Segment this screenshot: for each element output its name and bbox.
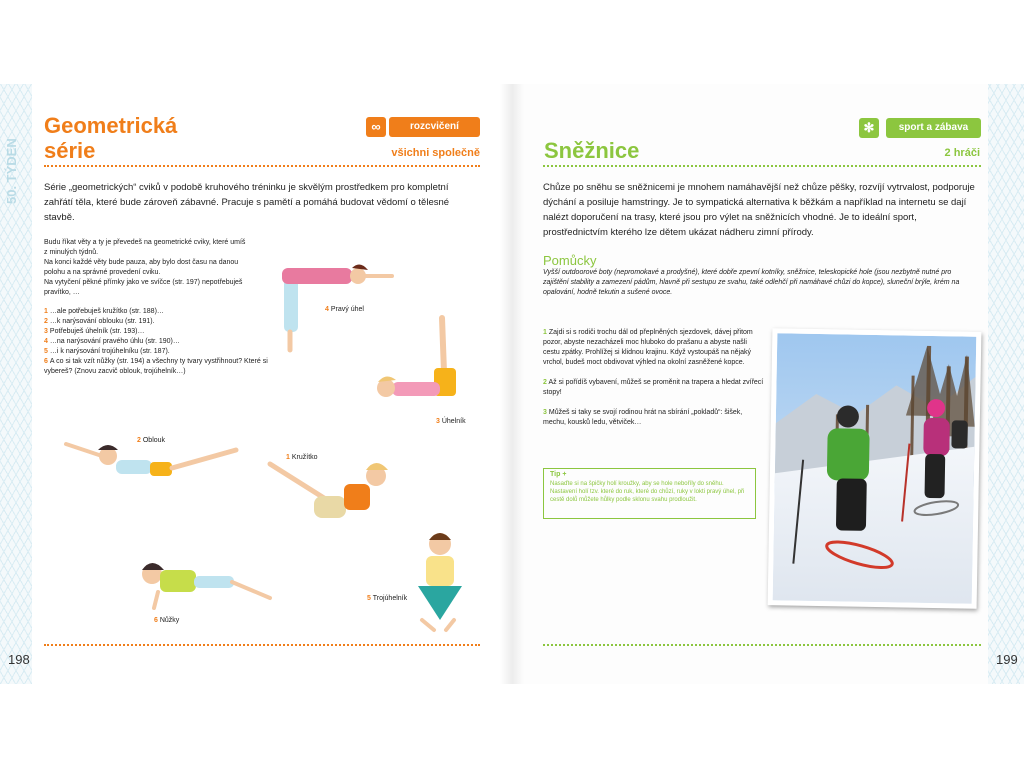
step-item [44,337,289,347]
figure-compass-illustration [264,458,404,528]
fig-number: 3 [436,418,440,425]
step-item [44,307,289,317]
step-item [44,357,289,377]
step-text: …i k narýsování trojúhelníku (str. 187). [49,348,170,355]
step-text: …na narýsování pravého úhlu (str. 190)… [49,338,180,345]
fig-text: Úhelník [441,418,466,425]
step-number: 3 [543,409,547,416]
left-title-line1: Geometrická [44,113,178,138]
snowshoe-photo-image [773,333,977,603]
page-number-left: 198 [8,652,30,667]
step-text: Zajdi si s rodiči trochu dál od přeplněných sjezdovek, dávej přitom pozor, abyste nezacházeli moc hluboko do prašanu a abyste našli cestu zpátky. Prohlížej si klidnou krajinu. Když vystoupáš na nějaký vrchol, budeš moct obdivovat výhled na okolní zasněžené kopce. [543,329,753,366]
steps-right [543,328,765,438]
equipment-heading: Pomůcky [543,253,597,268]
instr-line: polohu a na správné provedení cviku. [44,269,161,276]
step-text: Můžeš si taky se svojí rodinou hrát na sbírání „pokladů“: šišek, mechu, kousků ledu, větviček… [543,409,743,426]
left-title-line2: série [44,138,96,163]
intro-left: Série „geometrických“ cviků v podobě kruhového tréninku je skvělým prostředkem pro kompletní zahřátí těla, které bude zároveň zábavné. Pracuje s pamětí a pomáhá budovat vědomí o tělesné stavbě. [44,182,450,223]
tip-box [543,468,756,519]
instr-line: Na konci každé věty bude pauza, aby bylo dost času na danou [44,259,239,266]
fig-number: 5 [367,595,371,602]
instr-line: Na vytyčení pěkné přímky jako ve svíčce (str. 197) nepotřebuješ [44,279,243,286]
divider-left-top [44,165,480,167]
step-text: …k narýsování oblouku (str. 191). [49,318,155,325]
figure-label-6 [154,617,179,624]
divider-right-bottom [543,644,981,646]
figure-label-2 [137,437,165,444]
instr-line: z minulých týdnů. [44,249,99,256]
step-number: 5 [44,348,48,355]
step-text: Až si pořídíš vybavení, můžeš se proměnit na trapera a hledat zvířecí stopy! [543,379,764,396]
step-text: …ale potřebuješ kružítko (str. 188)… [49,308,164,315]
participants-left: všichni společně [391,147,480,159]
figure-triangle-illustration [410,530,470,635]
instr-line: Budu říkat věty a ty je převedeš na geometrické cviky, které umíš [44,239,246,246]
steps-left [44,307,289,377]
right-page-title: Sněžnice [544,138,640,163]
figure-label-4 [325,306,364,313]
fig-number: 2 [137,437,141,444]
category-badge-left: rozcvičení [389,117,480,137]
tip-heading: Tip + [550,471,567,478]
tip-text: Nasaďte si na špičky holí kroužky, aby se hole neboříly do sněhu. Nastavení holí tzv. které do ruk, které do chůzí, ruky v lokti pravý úhel, při cestě dolů můžete hůlky podle sklonu svahu prodloužit. [550,481,745,503]
figure-label-3 [436,418,466,425]
step-number: 2 [44,318,48,325]
snowshoe-photo [768,328,982,609]
snowflake-icon: ✻ [859,118,879,138]
step-number: 3 [44,328,48,335]
figure-set-square-illustration [372,310,472,410]
instructions-left [44,238,259,298]
week-label: 50. TÝDEN [4,138,19,204]
fig-text: Nůžky [159,617,180,624]
step-item [543,378,765,398]
warmup-icon: ∞ [366,117,386,137]
step-text: A co si tak vzít nůžky (str. 194) a všechny ty tvary vystřihnout? Které si vybereš? (Znovu zacvič oblouk, trojúhelník…) [44,358,268,375]
figure-label-1 [286,454,318,461]
fig-number: 1 [286,454,290,461]
step-number: 1 [44,308,48,315]
pattern-strip-right [988,84,1024,684]
step-number: 1 [543,329,547,336]
step-item [543,328,765,368]
instr-line: pravítko, … [44,289,80,296]
step-item [44,327,289,337]
fig-number: 6 [154,617,158,624]
divider-left-bottom [44,644,480,646]
intro-right: Chůze po sněhu se sněžnicemi je mnohem namáhavější než chůze pěšky, rozvíjí vytrvalost, podporuje dýchání a posiluje hamstringy. Je to sympatická alternativa k běžkám a například na internetu se dají nalézt doporučení na trasy, které jsou pro výlet na sněžnicích vhodné. Je to ideální sport, prostřednictvím kterého lze dětem ukázat nádheru zimní přírody. [543,182,975,238]
figure-scissors-illustration [138,558,278,618]
equipment-text: Vyšší outdoorové boty (nepromokavé a prodyšné), které dobře zpevní kotníky, sněžnice, teleskopické hole (jsou nezbytně nutné pro zajištění stability a zamezení pádům, hlavně při sestupu ze svahu, také odlehčí při namáhavé chůzi do kopce), sluneční brýle, krém na opalování, hodně tekutin a sušené ovoce. [543,269,960,296]
fig-text: Kružítko [291,454,318,461]
divider-right-top [543,165,981,167]
step-number: 6 [44,358,48,365]
page-number-right: 199 [996,652,1018,667]
step-item [543,408,765,428]
participants-right: 2 hráči [944,147,980,159]
step-number: 2 [543,379,547,386]
fig-text: Oblouk [142,437,166,444]
fig-number: 4 [325,306,329,313]
step-item [44,347,289,357]
step-item [44,317,289,327]
category-badge-right: sport a zábava [886,118,981,138]
fig-text: Pravý úhel [330,306,364,313]
figure-label-5 [367,595,407,602]
fig-text: Trojúhelník [372,595,408,602]
book-spine [500,84,524,684]
left-page-title [44,113,177,163]
step-number: 4 [44,338,48,345]
step-text: Potřebuješ úhelník (str. 193)… [49,328,145,335]
